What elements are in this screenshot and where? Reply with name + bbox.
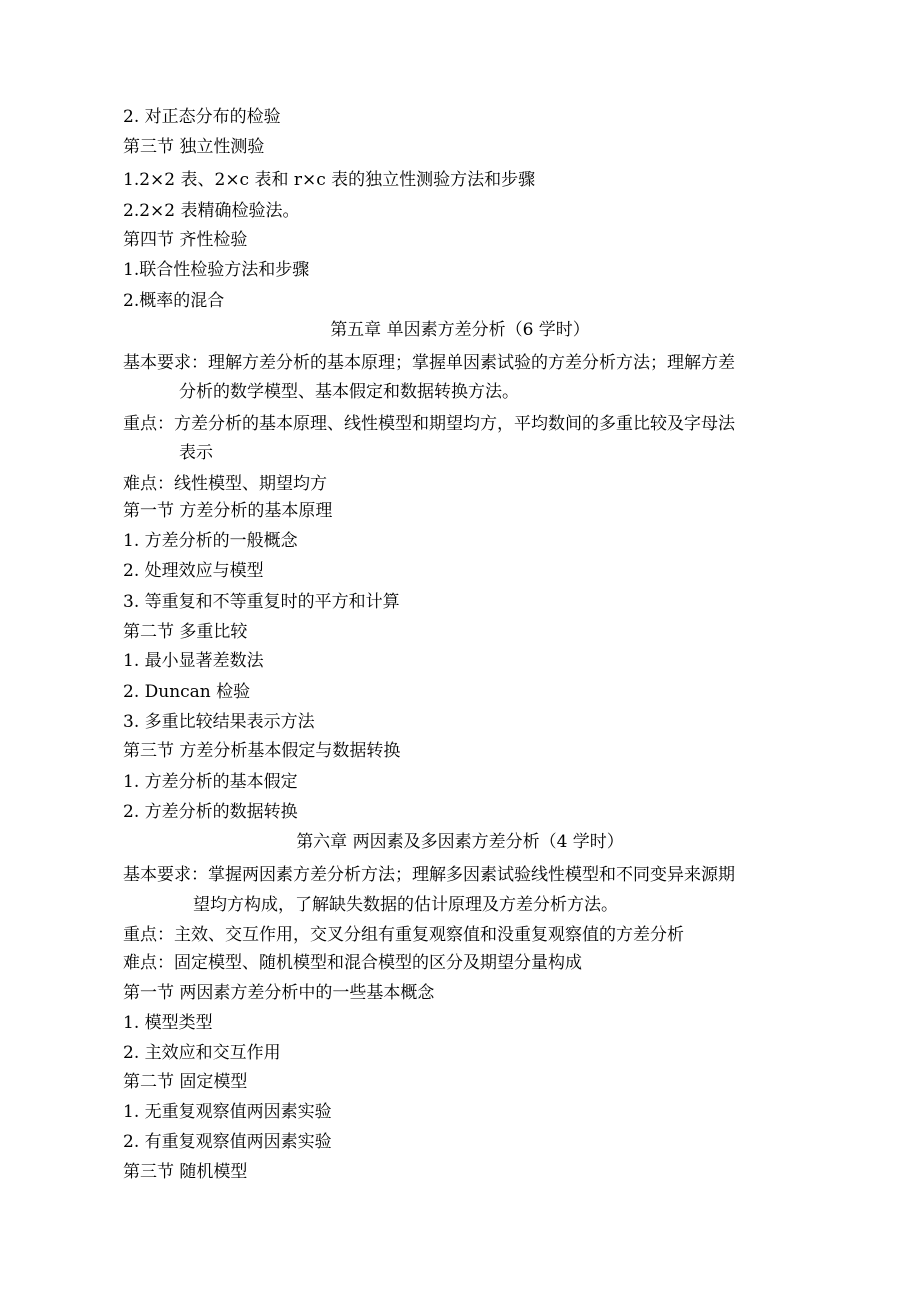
list-item: 1. 方差分析的基本假定: [123, 772, 298, 792]
requirement-text-continued: 望均方构成，了解缺失数据的估计原理及方差分析方法。: [193, 895, 618, 915]
chapter-title: 第六章 两因素及多因素方差分析（4 学时）: [296, 832, 624, 852]
text-line: 2.2×2 表精确检验法。: [123, 201, 300, 221]
list-item: 1. 无重复观察值两因素实验: [123, 1102, 332, 1122]
key-point-text: 重点：方差分析的基本原理、线性模型和期望均方，平均数间的多重比较及字母法: [123, 414, 735, 434]
section-heading: 第一节 两因素方差分析中的一些基本概念: [123, 983, 435, 1003]
text-line: 1.联合性检验方法和步骤: [123, 260, 310, 280]
list-item: 2. 处理效应与模型: [123, 561, 264, 581]
list-item: 2. 主效应和交互作用: [123, 1043, 281, 1063]
section-heading: 第三节 随机模型: [123, 1162, 248, 1182]
section-heading: 第三节 方差分析基本假定与数据转换: [123, 741, 401, 761]
list-item: 3. 多重比较结果表示方法: [123, 712, 315, 732]
requirement-text: 基本要求：掌握两因素方差分析方法；理解多因素试验线性模型和不同变异来源期: [123, 865, 735, 885]
requirement-text: 基本要求：理解方差分析的基本原理；掌握单因素试验的方差分析方法；理解方差: [123, 353, 735, 373]
list-item: 2. 方差分析的数据转换: [123, 802, 298, 822]
section-heading: 第二节 多重比较: [123, 622, 248, 642]
list-item: 3. 等重复和不等重复时的平方和计算: [123, 592, 400, 612]
section-heading: 第一节 方差分析的基本原理: [123, 501, 333, 521]
text-line: 2.概率的混合: [123, 291, 225, 311]
list-item: 1. 最小显著差数法: [123, 651, 264, 671]
key-point-text: 重点：主效、交互作用，交叉分组有重复观察值和没重复观察值的方差分析: [123, 925, 684, 945]
difficulty-text: 难点：固定模型、随机模型和混合模型的区分及期望分量构成: [123, 953, 582, 973]
section-heading: 第四节 齐性检验: [123, 230, 248, 250]
list-item: 2. Duncan 检验: [123, 682, 251, 702]
requirement-text-continued: 分析的数学模型、基本假定和数据转换方法。: [179, 382, 519, 402]
list-item: 1. 模型类型: [123, 1013, 213, 1033]
section-heading: 第二节 固定模型: [123, 1072, 248, 1092]
text-line: 2. 对正态分布的检验: [123, 107, 281, 127]
section-heading: 第三节 独立性测验: [123, 137, 265, 157]
difficulty-text: 难点：线性模型、期望均方: [123, 474, 327, 494]
key-point-text-continued: 表示: [179, 443, 213, 463]
chapter-title: 第五章 单因素方差分析（6 学时）: [330, 320, 590, 340]
text-line: 1.2×2 表、2×c 表和 r×c 表的独立性测验方法和步骤: [123, 170, 536, 190]
list-item: 1. 方差分析的一般概念: [123, 531, 298, 551]
list-item: 2. 有重复观察值两因素实验: [123, 1132, 332, 1152]
